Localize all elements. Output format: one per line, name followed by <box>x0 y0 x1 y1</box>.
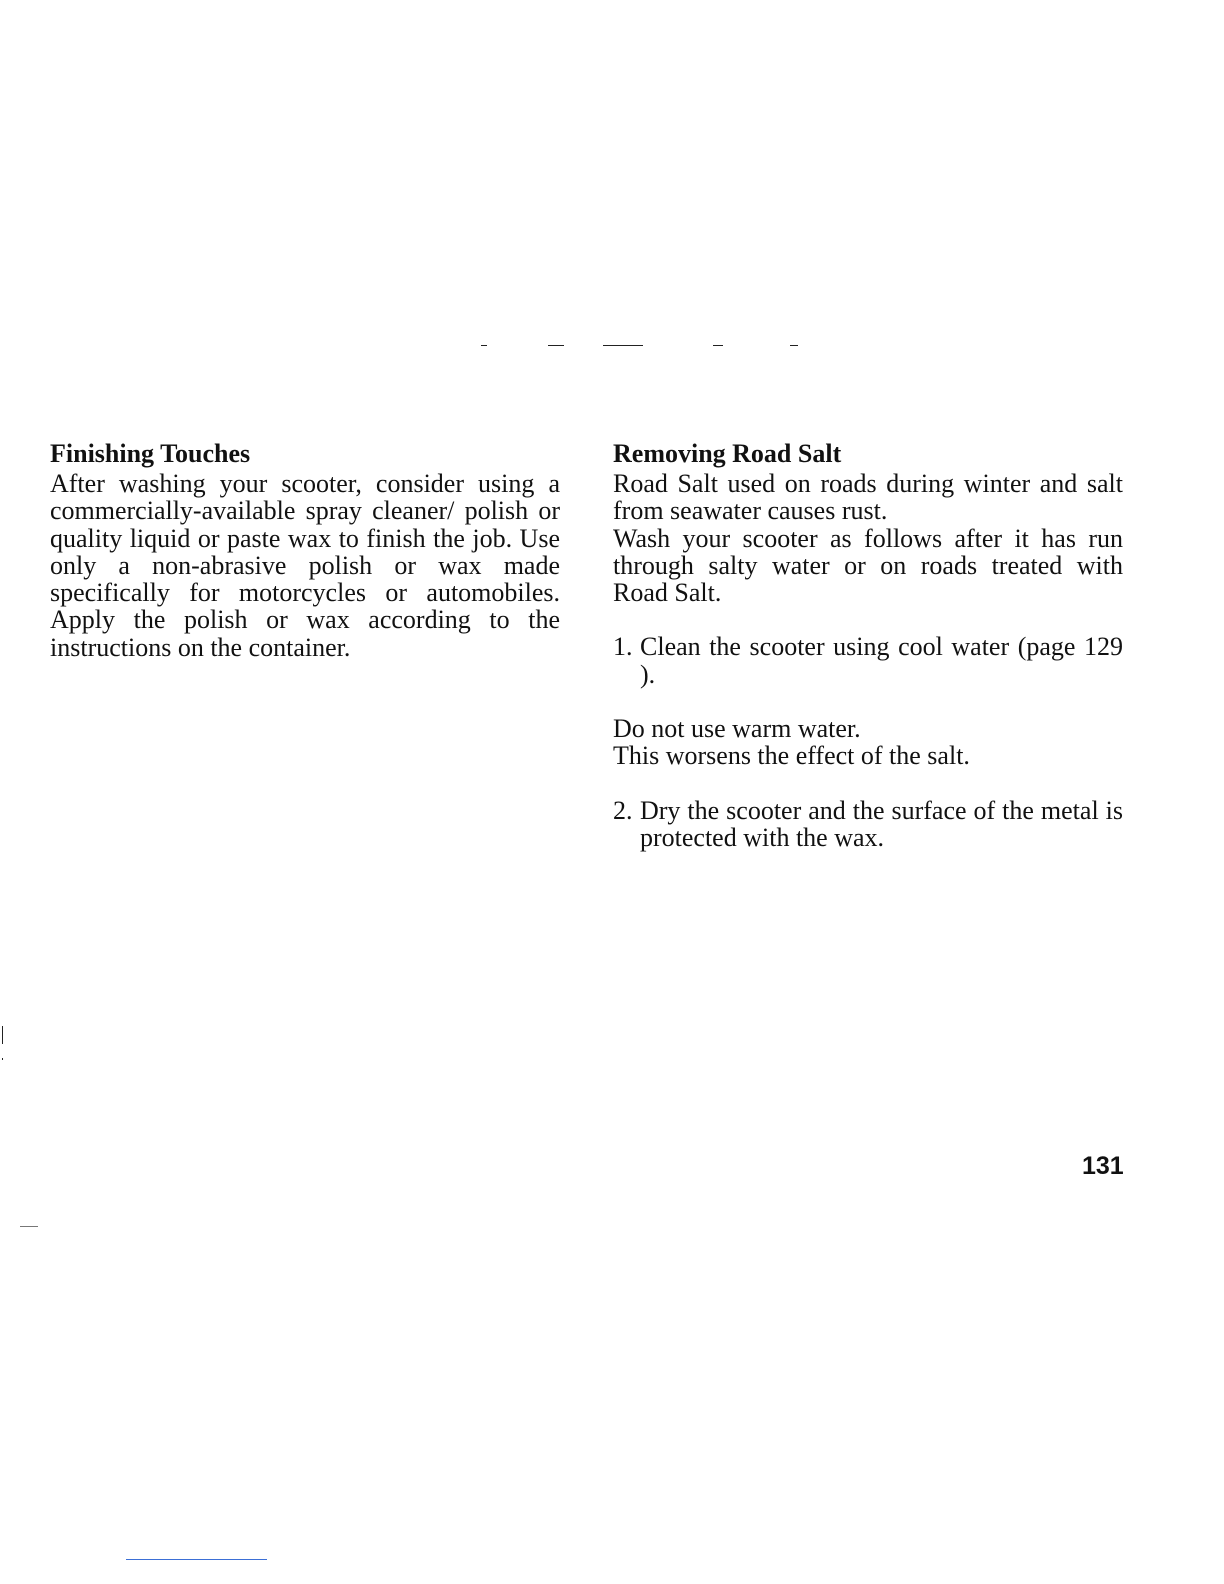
page-number: 131 <box>1082 1152 1124 1180</box>
scan-artifact-dash-1 <box>481 345 487 346</box>
road-salt-intro-1: Road Salt used on roads during winter and salt from seawater causes rust. <box>613 469 1123 526</box>
scan-artifact-dash-5 <box>790 345 798 346</box>
road-salt-intro-2: Wash your scooter as follows after it has run through salty water or on roads treated with Road Salt. <box>613 523 1123 608</box>
finishing-touches-section <box>50 438 560 661</box>
step-item-2 <box>613 797 1123 852</box>
step-item-1 <box>613 633 1123 688</box>
scan-artifact-dash-4 <box>713 345 723 346</box>
finishing-touches-heading: Finishing Touches <box>50 439 251 468</box>
scan-artifact-margin-mark-3 <box>20 1226 38 1227</box>
step-text-2: Dry the scooter and the surface of the metal is protected with the wax. <box>640 795 1123 852</box>
scan-artifact-dash-3 <box>603 345 643 346</box>
scan-artifact-bottom-line <box>126 1559 267 1560</box>
step-number-2: 2. <box>613 795 633 825</box>
scan-artifact-dash-2 <box>548 345 564 346</box>
note-line-1: Do not use warm water. <box>613 714 861 744</box>
step-text-1: Clean the scooter using cool water (page 129 ). <box>640 632 1123 689</box>
finishing-touches-body: After washing your scooter, consider using a commercially-available spray cleaner/ polish or quality liquid or paste wax to finish the job. Use only a non-abrasive polish or wax made specifically for motorcycles or automobiles. Apply the polish or wax according to the instructions on the container. <box>50 469 560 662</box>
note-line-2: This worsens the effect of the salt. <box>613 741 970 771</box>
scan-artifact-margin-mark-1 <box>2 1026 3 1044</box>
removing-road-salt-heading: Removing Road Salt <box>613 439 842 468</box>
removing-road-salt-section <box>613 438 1123 851</box>
scan-artifact-margin-mark-2 <box>2 1058 3 1060</box>
step-number-1: 1. <box>613 632 633 662</box>
